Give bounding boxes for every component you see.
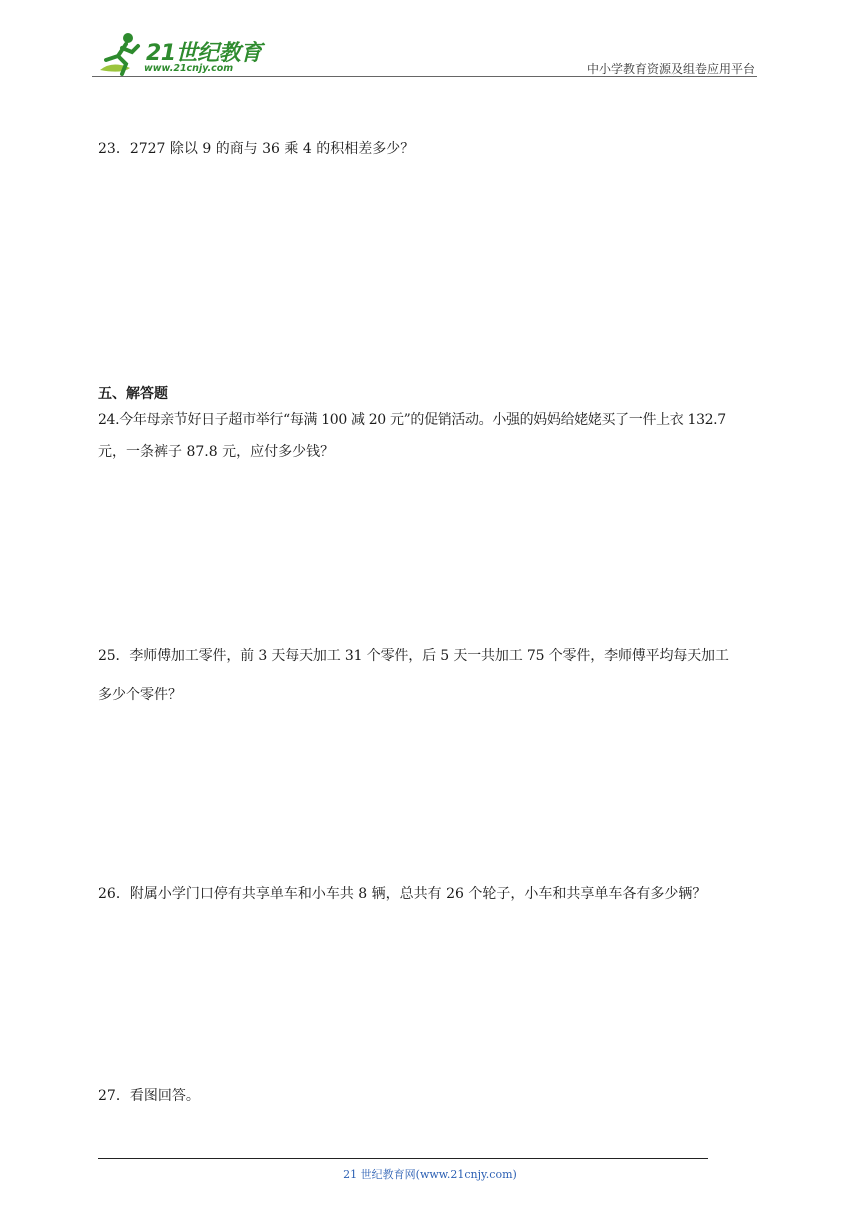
question-25-line2: 多少个零件？: [98, 687, 182, 703]
question-26: 26．附属小学门口停有共享单车和小车共 8 辆，总共有 26 个轮子，小车和共享单车各有多少辆？: [98, 886, 707, 902]
logo-text: 21世纪教育: [146, 41, 262, 66]
question-24-line1: 24.今年母亲节好日子超市举行“每满 100 减 20 元”的促销活动。小强的妈妈给姥姥买了一件上衣 132.7: [98, 412, 726, 428]
section-title: 五、解答题: [98, 386, 168, 402]
footer-text: 21 世纪教育网(www.21cnjy.com): [343, 1168, 517, 1181]
platform-title: 中小学教育资源及组卷应用平台: [586, 62, 755, 76]
page-header: [0, 0, 860, 90]
footer-divider: [98, 1158, 708, 1159]
logo-url: www.21cnjy.com: [144, 63, 234, 74]
header-divider: [92, 76, 757, 77]
question-24-line2: 元，一条裤子 87.8 元，应付多少钱？: [98, 444, 335, 460]
question-27: 27．看图回答。: [98, 1088, 200, 1104]
question-25-line1: 25．李师傅加工零件，前 3 天每天加工 31 个零件，后 5 天一共加工 75 个零件，李师傅平均每天加工: [98, 648, 729, 664]
question-23: 23．2727 除以 9 的商与 36 乘 4 的积相差多少？: [98, 141, 415, 157]
